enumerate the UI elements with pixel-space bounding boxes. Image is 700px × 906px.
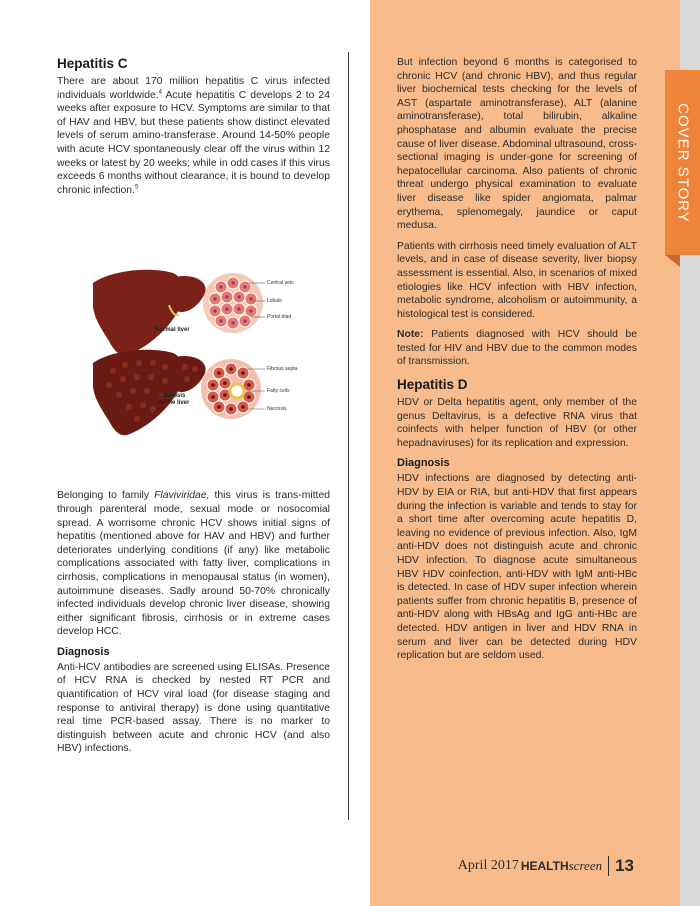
label-fibrous-septa: Fibrous septa xyxy=(267,366,298,373)
hepatitis-d-heading: Hepatitis D xyxy=(397,377,468,393)
left-column xyxy=(57,56,330,763)
text-run: Belonging to family xyxy=(57,490,155,502)
hepatitis-c-heading: Hepatitis C xyxy=(57,56,128,71)
hepatitis-c-paragraph-1 xyxy=(57,75,330,197)
hepatitis-c-diagnosis-paragraph: Anti-HCV antibodies are screened using ELISAs. Presence of HCV RNA is checked by nested RT PCR and quantification of HCV viral load (for disease staging and response to antiviral therapy) is done using quantitative real time PCR-based assay. There is no marker to distinguish between acute and chronic HCV (and also HBV) infections. xyxy=(57,661,330,755)
hepatitis-d-diagnosis-paragraph: HDV infections are diagnosed by detecting anti-HDV by EIA or RIA, but anti-HDV that first appears during the infection is variable and tends to stay for a short time after overcoming acute hepatitis D, leaving no evidence of previous infection. Also, IgM anti-HDV does not distinguish acute and chronic HDV infection. To diagnose acute simultaneous HBV HDV coinfection, anti-HDV with IgM anti-HBc is detected. In case of HDV super infection wherein patients suffer from chronic hepatitis B, presence of anti-HDV along with HBsAg and IgG anti-HBc are detected. HDV antigen in liver and HDV RNA in serum and liver can be detected during HDV replication but are seldom used. xyxy=(397,473,637,662)
text-run: this virus is trans-mitted through parenteral mode, sexual mode or nosocomial spread. A worrisome chronic HCV shows initial signs of hepatitis (mentioned above for HAV and HBV) and further deteriorates underlying conditions (if any) like metabolic complications associated with fatty liver, complications in cirrhosis, complications in menopausal status (in women), autoimmune diseases. Sadly around 50-70% chronically infected individuals develop chronic liver disease, showing either significant fibrosis, cirrhosis or in extreme cases develop HCC. xyxy=(57,490,331,638)
brand-logo-bold: HEALTH xyxy=(520,859,569,873)
page-footer xyxy=(458,856,634,876)
label-cirrhosis-line-1: Cirrhosis xyxy=(159,393,186,400)
section-tab-notch xyxy=(665,255,680,267)
cirrhosis-liver-left-lobe xyxy=(175,356,206,392)
right-column xyxy=(397,56,637,670)
label-normal-liver: Normal liver xyxy=(155,327,190,334)
normal-liver-right-lobe xyxy=(93,270,184,356)
column-divider xyxy=(348,52,349,820)
issue-date: April 2017 xyxy=(457,858,519,873)
label-fatty-cells: Fatty cells xyxy=(267,388,290,395)
hepatitis-c-paragraph-2 xyxy=(57,489,330,639)
normal-liver-left-lobe xyxy=(175,276,206,312)
label-necrosis: Necrosis xyxy=(267,406,287,413)
note-paragraph xyxy=(397,328,637,369)
chronic-hcv-paragraph: But infection beyond 6 months is categorised to chronic HCV (and chronic HBV), and thus regular liver biochemical tests checking for the levels of AST (aspartate aminotransferase), ALT (alanine aminotransferase), total bilirubin, alkaline phosphatase and albumin evaluate the precise cause of liver disease. Abdominal ultrasound, cross-sectional imaging is under-gone for screening of hepatocellular carcinoma. Also patients of chronic threat undergo physical examination to evaluate liver disease like spider angiomata, palmar erythema, splenomegaly, jaundice or caput medusa. xyxy=(397,57,637,232)
note-label: Note: xyxy=(397,329,424,341)
reference-mark: 4 xyxy=(158,89,162,96)
liver-illustration xyxy=(53,251,326,441)
page-number: 13 xyxy=(615,856,634,875)
reference-mark: 5 xyxy=(134,184,139,191)
hepatitis-d-paragraph: HDV or Delta hepatitis agent, only member of the genus Deltavirus, is a defective RNA virus that coinfects with helper function of HBV (or other hepadnaviruses) for its replication and expression. xyxy=(397,397,637,449)
label-cirrhosis-line-2: of the liver xyxy=(159,400,190,407)
text-run: Acute hepatitis C develops 2 to 24 weeks after exposure to HCV. Symptoms are similar to that of HAV and HBV, but these patients show distinct elevated levels of serum amino-transferase. Around 14-50% people with acute HCV spontaneously clear off the virus within 12 weeks or latest by 20 weeks; while in odd cases if this virus exceeds 6 months without clearance, it is bound to develop chronic infection. xyxy=(57,89,330,196)
hepatitis-c-diagnosis-heading: Diagnosis xyxy=(57,645,110,658)
cirrhosis-paragraph: Patients with cirrhosis need timely evaluation of ALT levels, and in case of disease severity, liver biopsy assessment is essential. Also, in scenarios of mixed etiologies like HCV infection with HBV infection, metabolic syndrome, alcoholism or autoimmunity, a histological test is considered. xyxy=(397,240,637,320)
section-tab-label: COVER STORY xyxy=(674,102,691,223)
label-portal-triad: Portal triad xyxy=(267,314,292,321)
label-central-vein: Central vein xyxy=(267,280,294,287)
section-tab xyxy=(665,70,700,255)
brand-logo-script: screen xyxy=(568,858,603,873)
label-lobule: Lobule xyxy=(267,298,283,305)
note-text: Patients diagnosed with HCV should be tested for HIV and HBV due to the common modes of transmission. xyxy=(397,329,637,368)
text-run: There are about 170 million hepatitis C virus infected individuals worldwide. xyxy=(57,76,330,101)
footer-separator xyxy=(608,856,609,876)
fatty-cell xyxy=(230,384,244,398)
hepatitis-d-diagnosis-heading: Diagnosis xyxy=(397,457,450,470)
italic-term: Flaviviridae, xyxy=(154,490,210,502)
